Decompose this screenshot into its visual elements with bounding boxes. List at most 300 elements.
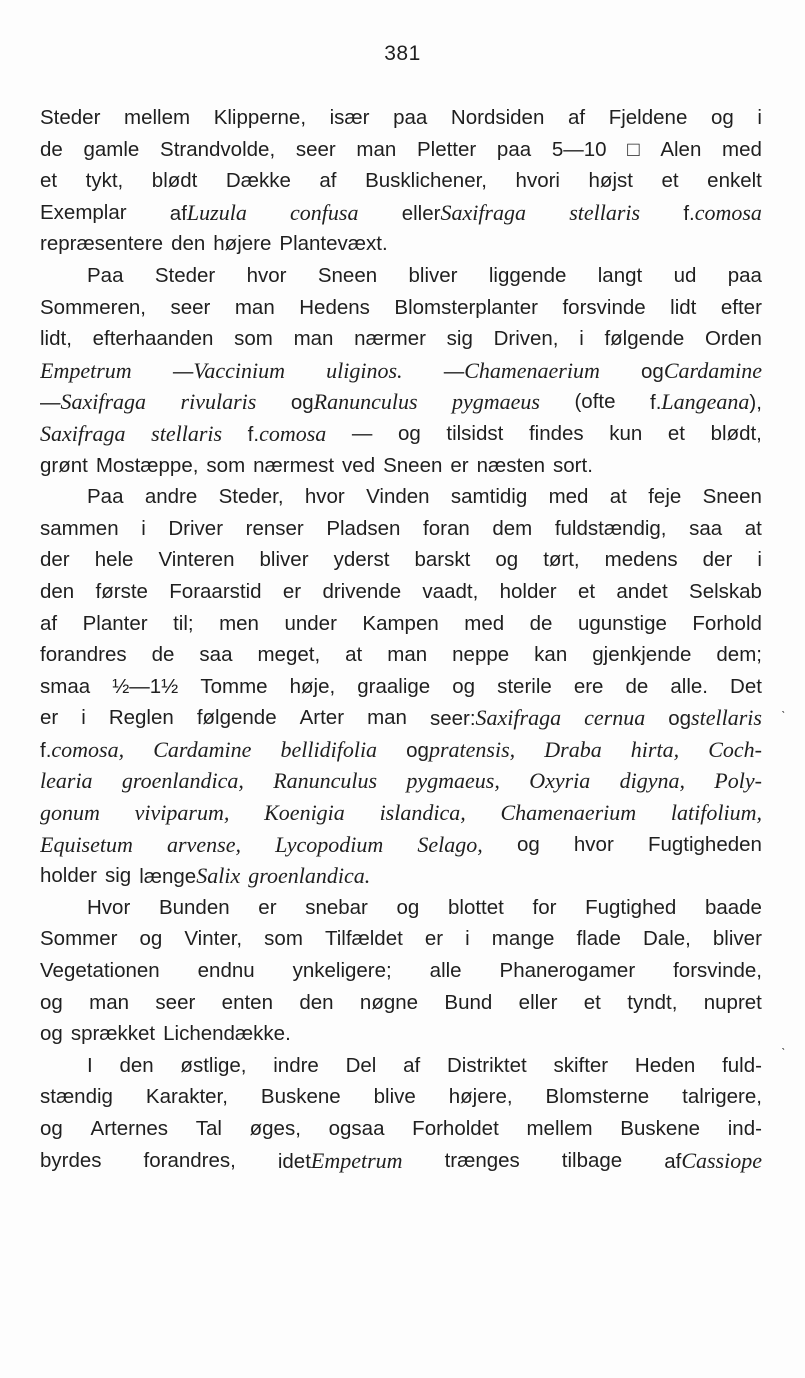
body-text [40,102,762,1176]
word: pygmaeus, [406,768,500,794]
word: grønt [40,453,88,477]
word: Distriktet [446,1053,527,1077]
word: hvor [246,263,287,287]
word: den [299,990,334,1014]
text-line [40,386,762,418]
word: med [722,137,762,161]
word: hvori [515,169,560,193]
word: i [81,706,86,730]
text-line [40,481,762,513]
word: et [661,169,679,193]
word: Equisetum [40,831,133,857]
word: Steder [154,263,216,287]
word: Kampen [362,611,439,635]
word: islandica, [379,800,466,826]
word: og [516,832,540,856]
word: man [356,137,397,161]
word: medens [604,548,678,572]
text-line [40,1145,762,1177]
word: Lichendække. [163,1022,291,1046]
word: er [424,927,444,951]
word: Steder [40,106,101,129]
word: men [219,611,259,635]
word: ere [573,674,604,698]
word: afLuzula [169,199,247,225]
word: Ranunculus [273,768,378,794]
word: i [757,106,762,129]
word: Selago, [417,831,483,857]
word: repræsentere [40,232,164,256]
word: andre [144,485,198,509]
text-line [40,671,762,703]
word: sterile [497,674,552,698]
word: Sommer [40,927,118,951]
word: man [89,990,130,1014]
text-line [40,260,762,292]
text-line [40,1081,762,1113]
word: byrdes [40,1148,102,1172]
word: og [495,548,519,572]
word: i [141,516,146,540]
word: tilbage [561,1148,623,1172]
word: lidt [670,295,697,319]
word: mellem [526,1117,593,1140]
word: gjenkjende [592,643,692,667]
word: enkelt [707,169,762,193]
word: (ofte [574,390,616,414]
word: blottet [448,895,504,919]
word: Hvor [87,895,131,919]
word: og [139,927,163,951]
word: stellaris [151,420,223,446]
word: næsten [476,453,546,477]
word: —Vaccinium [172,357,285,383]
word: Paa [87,485,124,509]
word: Tilfældet [324,927,403,951]
word: et [583,990,601,1014]
word: nøgne [359,990,419,1014]
word: de [151,643,175,667]
word: især [329,106,370,129]
text-line [40,765,762,797]
word: viviparum, [134,800,230,826]
word: ogsaa [328,1117,385,1140]
word: cernua [584,705,646,731]
word: forandres [40,643,127,667]
word: 5—10 [551,137,607,161]
text-line [40,892,762,924]
word: Hedens [299,295,370,319]
word: learia [40,768,93,794]
word: vaadt, [422,579,479,603]
word: gamle [83,137,140,161]
word: at [345,643,363,667]
word: Arter [299,706,345,730]
word: Arternes [90,1117,168,1140]
text-line [40,987,762,1019]
word: sig [105,864,132,888]
word: og [710,106,734,129]
margin-mark: ˋ [781,708,786,724]
word: liggende [488,263,567,287]
text-line [40,639,762,671]
word: af [567,106,586,129]
word: Fugtighed [585,895,677,919]
word: hvor [573,832,614,856]
text-line [40,797,762,829]
word: er [282,579,302,603]
word: skifter [553,1053,609,1077]
margin-mark: ˋ [781,1045,786,1061]
word: østlige, [180,1053,247,1077]
word: højere, [448,1085,513,1109]
word: groenlandica. [248,863,371,889]
word: Alen [660,137,702,161]
word: bliver [408,263,458,287]
text-line [40,450,762,482]
word: saa [689,516,723,540]
word: nupret [703,990,762,1014]
word: alle. [670,674,708,698]
word: findes [528,421,584,445]
word: baade [704,895,762,919]
word: Koenigia [264,800,345,826]
word: indre [273,1053,319,1077]
word: yderst [333,548,390,572]
word: med [464,611,505,635]
word: dem [492,516,533,540]
word: Pletter [416,137,477,161]
word: dem; [716,643,762,667]
word: de [529,611,553,635]
word: følgende [604,327,685,351]
word: der [40,548,70,572]
text-line [40,829,762,861]
word: —Saxifraga [40,389,147,415]
word: hirta, [630,736,680,762]
word: bellidifolia [280,736,378,762]
word: Saxifraga [40,420,126,446]
word: I [87,1053,93,1077]
word: f.comosa, [40,736,125,762]
word: Blomsterplanter [394,295,538,319]
word: Cardamine [153,736,252,762]
word: med [548,485,589,509]
word: som [234,327,273,351]
word: Draba [544,736,602,762]
word: som [206,453,246,477]
word: man [387,643,428,667]
word: Sommeren, [40,295,146,319]
word: mellem [124,106,191,129]
word: Poly- [714,768,762,794]
word: Phanerogamer [499,959,636,983]
word: at [744,516,762,540]
word: Planter [82,611,148,635]
word: seer [295,137,336,161]
word: efter [720,295,762,319]
word: den [171,232,206,256]
word: Chamenaerium [500,800,637,826]
word: Forhold [692,611,762,635]
word: nærmer [354,327,426,351]
word: de [625,674,649,698]
word: Foraarstid [169,579,262,603]
word: de [40,137,63,161]
word: idetEmpetrum [277,1147,403,1173]
word: høje, [289,674,336,698]
word: til; [173,611,194,635]
page-number: 381 [384,42,421,65]
word: af [403,1053,421,1077]
word: man [293,327,334,351]
word: Fugtigheden [647,832,762,856]
word: Bunden [158,895,230,919]
word: Nordsiden [450,106,545,129]
word: paa [496,137,532,161]
word: Paa [87,263,124,287]
word: Vinteren [158,548,235,572]
word: afCassiope [664,1147,762,1173]
word: man [234,295,275,319]
word: Forholdet [412,1117,499,1140]
word: Lycopodium [275,831,384,857]
text-line [40,228,762,260]
word: seer [170,295,211,319]
word: flade [576,927,621,951]
word: Dække [225,169,291,193]
word: sig [446,327,473,351]
word: af [40,611,58,635]
word: andet [616,579,668,603]
word: Vegetationen [40,959,160,983]
word: hele [94,548,134,572]
text-line [40,165,762,197]
word: forandres, [143,1148,236,1172]
word: er [258,895,277,919]
text-line [40,323,762,355]
word: barskt [414,548,471,572]
word: af [319,169,337,193]
word: Steder, [218,485,284,509]
word: Buskene [260,1085,341,1109]
text-line [40,608,762,640]
word: øges, [249,1117,301,1140]
word: ogpratensis, [406,736,516,762]
word: graalige [357,674,431,698]
word: sort. [553,453,593,477]
word: smaa [40,674,91,698]
word: enten [221,990,273,1014]
word: tykt, [85,169,124,193]
word: blive [373,1085,416,1109]
word: ynkeligere; [292,959,392,983]
word: Empetrum [40,357,132,383]
word: meget, [257,643,321,667]
word: Strandvolde, [160,137,276,161]
word: foran [423,516,470,540]
word: paa [727,263,762,287]
word: Blomsterne [545,1085,650,1109]
word: Vinter, [184,927,243,951]
word: og [40,1022,63,1046]
text-line [40,923,762,955]
word: seer [155,990,196,1014]
word: højere [213,232,272,256]
text-line [40,734,762,766]
word: forsvinde [562,295,646,319]
word: ud [673,263,697,287]
text-line [40,197,762,229]
word: □ [627,137,640,161]
word: ogCardamine [641,357,762,383]
word: Orden [704,327,762,351]
word: et [667,421,686,445]
word: pygmaeus [452,389,540,415]
word: der [702,548,733,572]
word: Coch- [708,736,762,762]
text-line [40,955,762,987]
word: i [757,548,762,572]
word: stændig [40,1085,113,1109]
word: man [367,706,407,730]
word: ellerSaxifraga [401,199,526,225]
text-line [40,1018,762,1050]
word: rivularis [180,389,257,415]
word: Vinden [366,485,430,509]
word: tørt, [543,548,580,572]
word: Bund [444,990,493,1014]
word: er [40,706,59,730]
word: Sneen [383,453,443,477]
text-line [40,702,762,734]
text-line [40,576,762,608]
word: i [579,327,584,351]
word: et [577,579,596,603]
word: Fjeldene [608,106,688,129]
text-line [40,1050,762,1082]
word: f.comosa [247,420,327,446]
text-line [40,513,762,545]
word: Reglen [108,706,174,730]
word: sammen [40,516,119,540]
text-line [40,355,762,387]
word: lidt, [40,327,72,351]
word: bliver [259,548,309,572]
word: blødt, [710,421,762,445]
word: ugunstige [577,611,667,635]
word: et [40,169,58,193]
word: Heden [634,1053,696,1077]
word: paa [393,106,428,129]
word: Sneen [317,263,378,287]
word: ogstellaris [668,705,762,731]
word: Dale, [643,927,691,951]
word: efterhaanden [92,327,214,351]
word: Klipperne, [213,106,307,129]
word: og [40,990,63,1014]
word: Driven, [493,327,559,351]
word: mange [491,927,555,951]
word: følgende [196,706,277,730]
word: første [95,579,148,603]
word: holder [499,579,557,603]
word: holder [40,864,97,888]
word: fuldstændig, [554,516,667,540]
word: endnu [197,959,255,983]
word: saa [199,643,233,667]
word: Oxyria [529,768,591,794]
word: for [532,895,557,919]
text-line [40,860,762,892]
word: som [264,927,303,951]
word: neppe [452,643,510,667]
word: langt [597,263,643,287]
word: digyna, [619,768,685,794]
word: og [397,421,421,445]
word: eller [518,990,558,1014]
word: fuld- [722,1053,762,1077]
word: ved [342,453,376,477]
text-line [40,292,762,324]
word: feje [648,485,682,509]
word: sprækket [70,1022,156,1046]
word: Del [345,1053,377,1077]
word: og [396,895,420,919]
word: gonum [40,800,100,826]
word: forsvinde, [673,959,762,983]
word: Karakter, [145,1085,228,1109]
word: den [119,1053,154,1077]
word: seer:Saxifraga [429,705,562,731]
word: nærmest [253,453,335,477]
word: Tal [195,1117,222,1140]
word: og [40,1117,63,1140]
word: arvense, [167,831,241,857]
word: Sneen [702,485,762,509]
word: Busklichener, [365,169,487,193]
word: latifolium, [670,800,762,826]
word: hvor [304,485,345,509]
word: Mostæppe, [95,453,199,477]
word: Selskab [689,579,762,603]
word: — [351,421,373,445]
word: at [609,485,627,509]
word: i [465,927,470,951]
word: bliver [712,927,762,951]
word: blødt [151,169,198,193]
word: renser [245,516,304,540]
word: snebar [305,895,368,919]
word: f.Langeana), [650,389,762,415]
text-line [40,418,762,450]
word: Plantevæxt. [279,232,388,256]
word: højst [588,169,633,193]
word: kan [534,643,568,667]
text-line [40,134,762,166]
word: drivende [322,579,402,603]
word: længeSalix [139,863,241,889]
text-line [40,544,762,576]
word: trænges [444,1148,520,1172]
word: alle [429,959,462,983]
word: f.comosa [683,199,762,225]
word: —Chamenaerium [443,357,600,383]
word: groenlandica, [121,768,244,794]
word: uliginos. [326,357,403,383]
word: ind- [727,1117,762,1140]
word: er [450,453,469,477]
